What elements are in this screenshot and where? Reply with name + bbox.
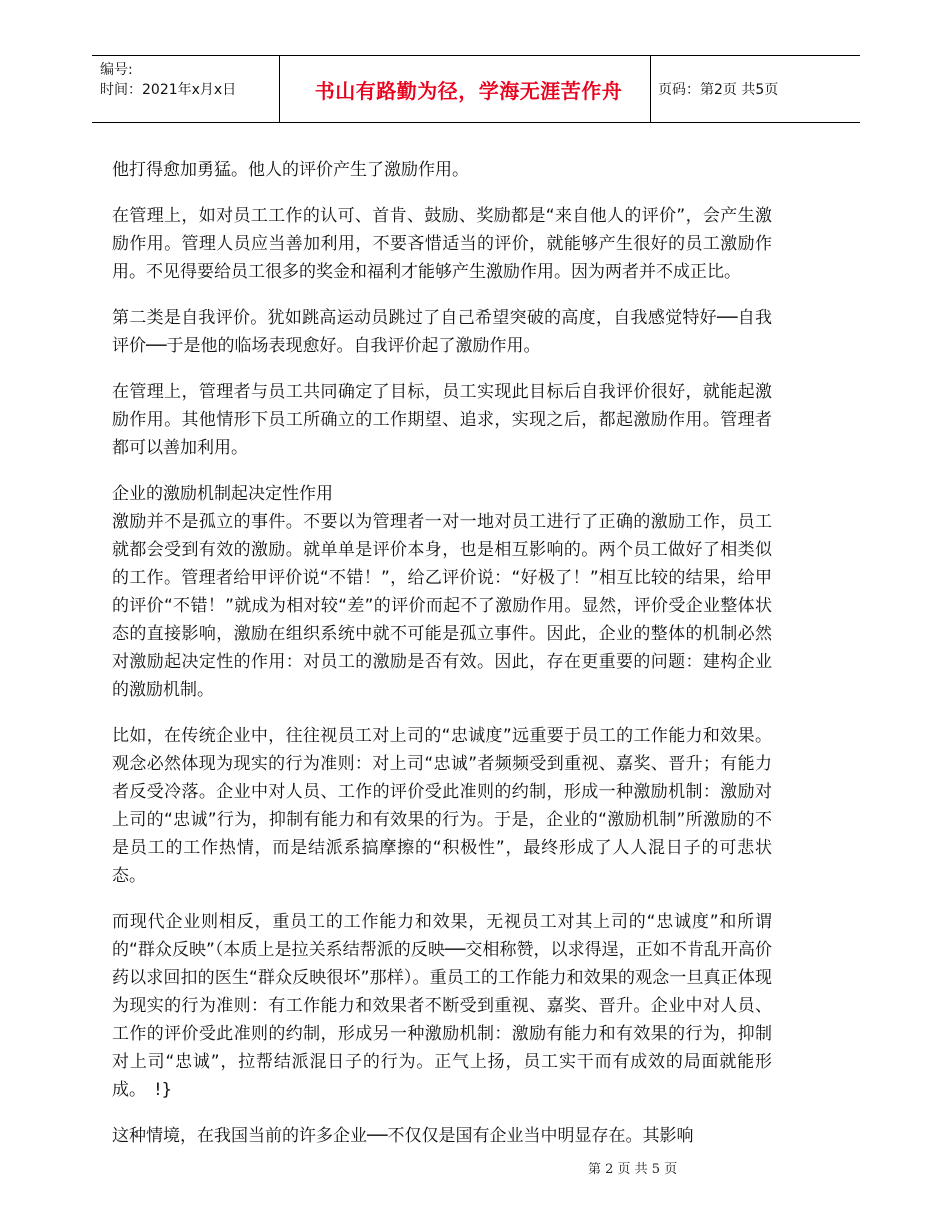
page-footer: 第 2 页 共 5 页 <box>588 1162 678 1177</box>
section-heading: 企业的激励机制起决定性作用 <box>112 484 333 504</box>
document-body <box>112 156 772 1168</box>
header-divider-right <box>650 56 651 122</box>
header-meta <box>100 60 236 100</box>
body-paragraph: 在管理上，管理者与员工共同确定了目标，员工实现此目标后自我评价很好，就能起激励作用。其他情形下员工所确立的工作期望、追求，实现之后，都起激励作用。管理者都可以善加利用。 <box>112 382 772 458</box>
document-date: 时间：2021年x月x日 <box>100 82 237 98</box>
body-paragraph: 而现代企业则相反，重员工的工作能力和效果，无视员工对其上司的“忠诚度”和所谓的“群众反映”（本质上是拉关系结帮派的反映──交相称赞，以求得逞，正如不肯乱开高价药以求回扣的医生“群众反映很坏”那样）。重员工的工作能力和效果的观念一旦真正体现为现实的行为准则：有工作能力和效果者不断受到重视、嘉奖、晋升。企业中对人员、工作的评价受此准则的约制，形成另一种激励机制：激励有能力和有效果的行为，抑制对上司“忠诚”，拉帮结派混日子的行为。正气上扬，员工实干而有成效的局面就能形成。 !} <box>112 912 772 1100</box>
body-paragraph: 在管理上，如对员工工作的认可、首肯、鼓励、奖励都是“来自他人的评价”，会产生激励作用。管理人员应当善加利用，不要吝惜适当的评价，就能够产生很好的员工激励作用。不见得要给员工很多的奖金和福利才能够产生激励作用。因为两者并不成正比。 <box>112 206 772 282</box>
document-number-label: 编号: <box>100 62 133 78</box>
body-paragraph: 他打得愈加勇猛。他人的评价产生了激励作用。 <box>112 160 469 180</box>
header-divider-left <box>279 56 280 122</box>
header-motto: 书山有路勤为径，学海无涯苦作舟 <box>314 78 623 103</box>
header-page-info: 页码：第2页 共5页 <box>658 82 779 98</box>
body-paragraph: 这种情境，在我国当前的许多企业──不仅仅是国有企业当中明显存在。其影响 <box>112 1126 694 1146</box>
body-paragraph: 激励并不是孤立的事件。不要以为管理者一对一地对员工进行了正确的激励工作，员工就都会受到有效的激励。就单单是评价本身，也是相互影响的。两个员工做好了相类似的工作。管理者给甲评价说“不错！”，给乙评价说：“好极了！”相互比较的结果，给甲的评价“不错！”就成为相对较“差”的评价而起不了激励作用。显然，评价受企业整体状态的直接影响，激励在组织系统中就不可能是孤立事件。因此，企业的整体的机制必然对激励起决定性的作用：对员工的激励是否有效。因此，存在更重要的问题：建构企业的激励机制。 <box>112 512 772 700</box>
page-header <box>92 55 860 123</box>
body-paragraph: 第二类是自我评价。犹如跳高运动员跳过了自己希望突破的高度，自我感觉特好──自我评价──于是他的临场表现愈好。自我评价起了激励作用。 <box>112 308 772 356</box>
body-paragraph: 比如，在传统企业中，往往视员工对上司的“忠诚度”远重要于员工的工作能力和效果。观念必然体现为现实的行为准则：对上司“忠诚”者频频受到重视、嘉奖、晋升；有能力者反受冷落。企业中对人员、工作的评价受此准则的约制，形成一种激励机制：激励对上司的“忠诚”行为，抑制有能力和有效果的行为。于是，企业的“激励机制”所激励的不是员工的工作热情，而是结派系搞摩擦的“积极性”，最终形成了人人混日子的可悲状态。 <box>112 726 772 886</box>
